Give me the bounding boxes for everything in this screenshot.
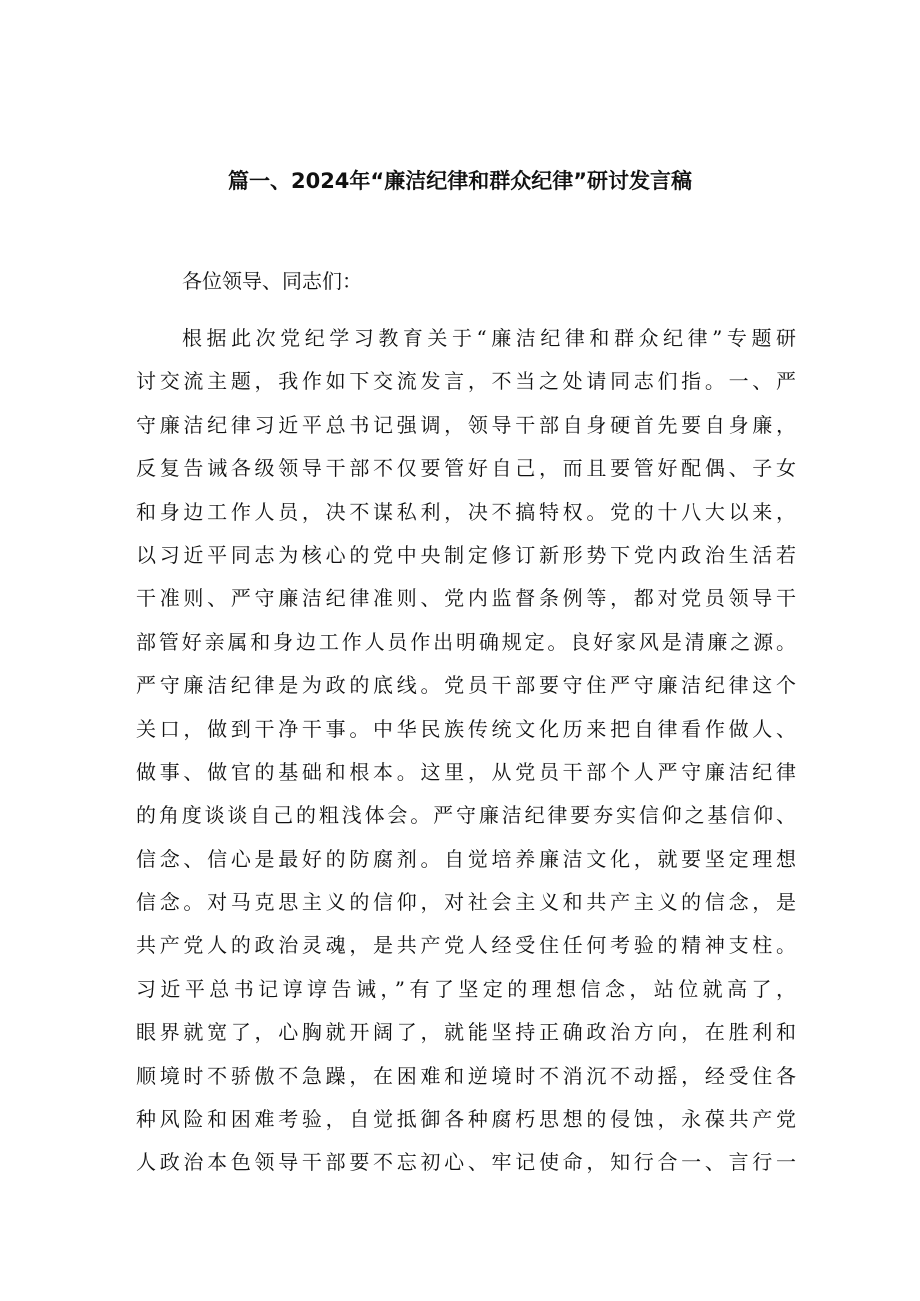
body-line: 关口，做到干净干事。中华民族传统文化历来把自律看作做人、: [136, 716, 796, 741]
body-line: 部管好亲属和身边工作人员作出明确规定。良好家风是清廉之源。: [136, 629, 796, 654]
body-line: 顺境时不骄傲不急躁，在困难和逆境时不消沉不动摇，经受住各: [136, 1063, 796, 1088]
body-line: 反复告诫各级领导干部不仅要管好自己，而且要管好配偶、子女: [136, 456, 796, 481]
body-line: 眼界就宽了，心胸就开阔了，就能坚持正确政治方向，在胜利和: [136, 1020, 796, 1045]
body-line: 信念、信心是最好的防腐剂。自觉培养廉洁文化，就要坚定理想: [136, 846, 796, 871]
body-line: 做事、做官的基础和根本。这里，从党员干部个人严守廉洁纪律: [136, 759, 796, 784]
body-line: 的角度谈谈自己的粗浅体会。严守廉洁纪律要夯实信仰之基信仰、: [136, 803, 796, 828]
body-line: 信念。对马克思主义的信仰，对社会主义和共产主义的信念，是: [136, 890, 796, 915]
body-line: 以习近平同志为核心的党中央制定修订新形势下党内政治生活若: [136, 542, 796, 567]
body-line: 习近平总书记谆谆告诫，”有了坚定的理想信念，站位就高了，: [136, 976, 796, 1001]
salutation: 各位领导、同志们：: [182, 269, 362, 293]
body-line: 守廉洁纪律习近平总书记强调，领导干部自身硬首先要自身廉，: [136, 412, 796, 437]
body-line: 人政治本色领导干部要不忘初心、牢记使命，知行合一、言行一: [136, 1150, 796, 1175]
body-line: 讨交流主题，我作如下交流发言，不当之处请同志们指。一、严: [136, 369, 796, 394]
body-line: 干准则、严守廉洁纪律准则、党内监督条例等，都对党员领导干: [136, 586, 796, 611]
body-line: 根据此次党纪学习教育关于“廉洁纪律和群众纪律”专题研: [182, 326, 796, 350]
body-line: 严守廉洁纪律是为政的底线。党员干部要守住严守廉洁纪律这个: [136, 673, 796, 698]
body-line: 种风险和困难考验，自觉抵御各种腐朽思想的侵蚀，永葆共产党: [136, 1107, 796, 1132]
body-line: 和身边工作人员，决不谋私利，决不搞特权。党的十八大以来，: [136, 499, 796, 524]
body-paragraph: [136, 317, 796, 1185]
document-title: 篇一、2024年“廉洁纪律和群众纪律”研讨发言稿: [227, 169, 693, 193]
body-line: 共产党人的政治灵魂，是共产党人经受住任何考验的精神支柱。: [136, 933, 796, 958]
